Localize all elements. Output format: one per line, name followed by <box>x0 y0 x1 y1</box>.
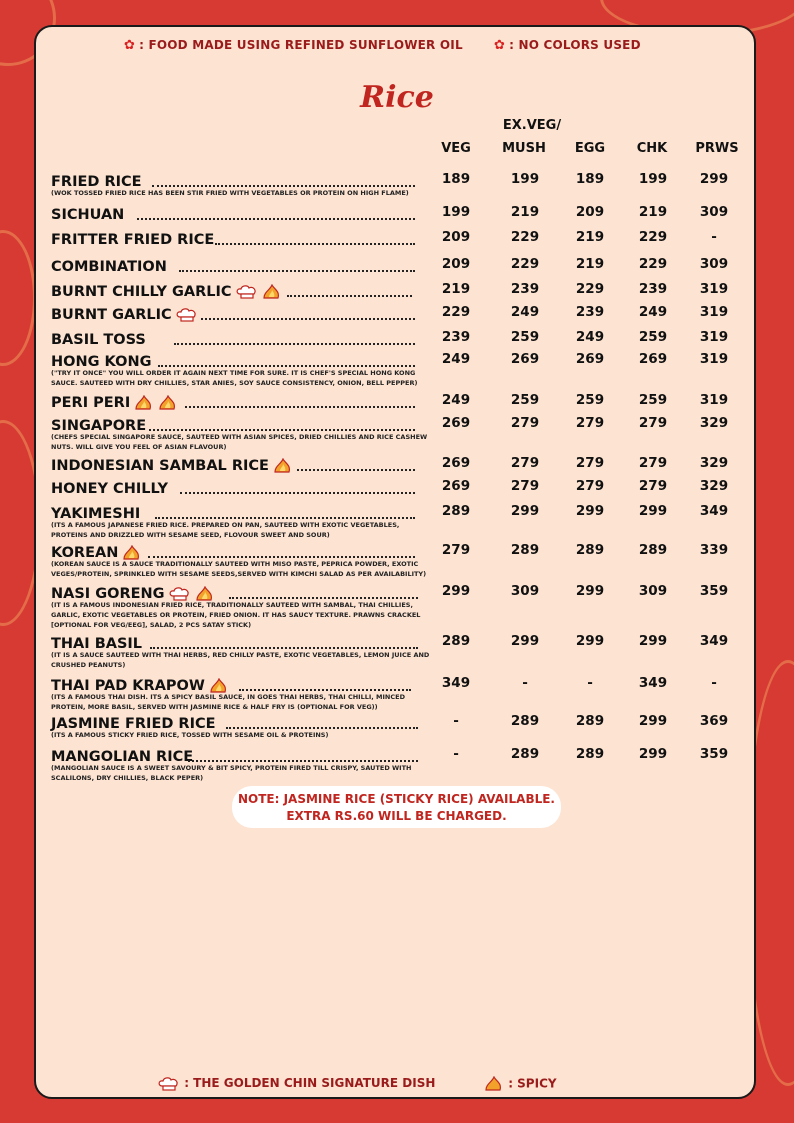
leader-dots <box>180 478 415 494</box>
leader-dots <box>174 329 415 345</box>
item-price: - <box>522 675 528 691</box>
item-name: SICHUAN <box>51 207 125 223</box>
item-name: FRITTER FRIED RICE <box>51 232 215 248</box>
item-price: 229 <box>441 304 471 320</box>
item-description: (ITS A FAMOUS STICKY FRIED RICE, TOSSED WITH SESAME OIL & PROTEINS) <box>51 731 329 739</box>
item-description: (ITS A FAMOUS THAI DISH. ITS A SPICY BASIL SAUCE, IN GOES THAI HERBS, THAI CHILLI, MINCED PROTEIN, MORE BASIL, SERVED WITH JASMINE RICE & HALF FRY IS (OPTIONAL FOR VEG)) <box>51 693 405 711</box>
item-name: THAI PAD KRAPOW <box>51 678 205 694</box>
item-price: 219 <box>575 256 605 272</box>
item-price: 269 <box>510 351 540 367</box>
item-price: 279 <box>638 478 668 494</box>
item-name: HONEY CHILLY <box>51 481 168 497</box>
item-price: 229 <box>638 229 668 245</box>
chef-hat-icon <box>158 1077 180 1091</box>
leader-dots <box>152 171 415 187</box>
menu-item <box>51 746 741 782</box>
flame-icon <box>158 395 178 411</box>
item-price: 329 <box>699 478 729 494</box>
item-price: 229 <box>638 256 668 272</box>
leader-dots <box>201 304 415 320</box>
item-price: 229 <box>510 256 540 272</box>
item-price: 279 <box>638 455 668 471</box>
item-price: - <box>711 229 717 245</box>
item-price: 229 <box>510 229 540 245</box>
item-price: 249 <box>510 304 540 320</box>
item-price: 319 <box>699 304 729 320</box>
item-name: BURNT CHILLY GARLIC <box>51 284 232 300</box>
item-price: 309 <box>510 583 540 599</box>
leader-dots <box>155 503 415 519</box>
item-price: 269 <box>441 415 471 431</box>
item-price: 289 <box>441 503 471 519</box>
item-price: 289 <box>638 542 668 558</box>
leader-dots <box>229 583 418 599</box>
item-price: - <box>453 746 459 762</box>
item-description: (MANGOLIAN SAUCE IS A SWEET SAVOURY & BIT SPICY, PROTEIN FIRED TILL CRISPY, SAUTED WITH SCALILONS, DRY CHILLIES, BLACK PEPER) <box>51 764 412 782</box>
item-description: ("TRY IT ONCE" YOU WILL ORDER IT AGAIN NEXT TIME FOR SURE. IT IS CHEF'S SPECIAL HONG KONG SAUCE. SAUTEED WITH DRY CHILLIES, STAR ANIES, SOY SAUCE CONSISTENCY, ONION, BELL PEPPER) <box>51 369 418 387</box>
item-price: 329 <box>699 415 729 431</box>
item-price: 259 <box>638 329 668 345</box>
menu-item <box>51 171 741 197</box>
item-price: 199 <box>441 204 471 220</box>
item-price: 219 <box>638 204 668 220</box>
leader-dots <box>297 455 415 471</box>
item-description: (IT IS A SAUCE SAUTEED WITH THAI HERBS, RED CHILLY PASTE, EXOTIC VEGETABLES, LEMON JUICE AND CRUSHED PEANUTS) <box>51 651 430 669</box>
item-icons <box>172 304 198 323</box>
item-price: 339 <box>699 542 729 558</box>
menu-item <box>51 329 741 348</box>
item-price: 219 <box>510 204 540 220</box>
item-name: INDONESIAN SAMBAL RICE <box>51 458 269 474</box>
item-price: 279 <box>510 455 540 471</box>
menu-item <box>51 351 741 387</box>
item-price: 289 <box>510 542 540 558</box>
column-header-veg: VEG <box>441 141 471 156</box>
leader-dots <box>149 415 415 431</box>
leader-dots <box>137 204 415 220</box>
menu-item <box>51 415 741 451</box>
menu-item <box>51 304 741 323</box>
item-price: 189 <box>575 171 605 187</box>
leader-dots <box>158 351 415 367</box>
column-header-egg: EGG <box>574 141 606 156</box>
item-price: 269 <box>638 351 668 367</box>
item-description: (IT IS A FAMOUS INDONESIAN FRIED RICE, TRADITIONALLY SAUTEED WITH SAMBAL, THAI CHILLIES, GARLIC, EXOTIC VEGETABLES OR PROTEIN, FRIED ONION. IT HAS SAUCY TEXTURE. PRAWNS CRACKEL [OPTIONAL FOR VEG/EEG], SALAD, 2 PCS SATAY STICK) <box>51 601 421 629</box>
item-price: 299 <box>699 171 729 187</box>
item-price: 219 <box>441 281 471 297</box>
flame-icon <box>484 1076 504 1092</box>
item-name: THAI BASIL <box>51 636 143 652</box>
leader-dots <box>188 746 418 762</box>
oil-legend: ✿ : FOOD MADE USING REFINED SUNFLOWER OIL <box>124 38 463 53</box>
menu-item <box>51 542 741 578</box>
leader-dots <box>185 392 415 408</box>
item-description: (ITS A FAMOUS JAPANESE FRIED RICE. PREPARED ON PAN, SAUTEED WITH EXOTIC VEGETABLES, PROTEINS AND DRIZZLED WITH SESAME SEED, FLOVOUR SWEET AND SOUR) <box>51 521 400 539</box>
leader-dots <box>179 256 415 272</box>
flame-icon <box>273 458 293 474</box>
item-price: 209 <box>441 229 471 245</box>
jasmine-note: NOTE: JASMINE RICE (STICKY RICE) AVAILABLE. EXTRA RS.60 WILL BE CHARGED. <box>232 786 561 828</box>
chef-hat-icon <box>176 308 198 322</box>
item-price: 259 <box>510 329 540 345</box>
item-price: 299 <box>575 503 605 519</box>
item-price: 209 <box>575 204 605 220</box>
leader-dots <box>226 713 418 729</box>
item-price: 349 <box>638 675 668 691</box>
leader-dots <box>239 675 411 691</box>
column-header-exveg: EX.VEG/ <box>502 118 562 133</box>
item-price: 289 <box>575 713 605 729</box>
dragon-swirl-decoration <box>0 230 36 366</box>
leader-dots <box>148 542 415 558</box>
colors-legend: ✿ : NO COLORS USED <box>494 38 641 53</box>
item-name: BASIL TOSS <box>51 332 146 348</box>
item-name: HONG KONG <box>51 354 152 370</box>
item-price: 299 <box>638 746 668 762</box>
item-price: 259 <box>638 392 668 408</box>
chef-hat-icon <box>169 587 191 601</box>
item-price: 269 <box>575 351 605 367</box>
item-price: 249 <box>441 351 471 367</box>
item-price: 229 <box>575 281 605 297</box>
item-price: 329 <box>699 455 729 471</box>
menu-item <box>51 281 741 300</box>
menu-item <box>51 256 741 275</box>
chili-icon: ✿ <box>124 38 136 53</box>
item-name: JASMINE FRIED RICE <box>51 716 216 732</box>
chef-hat-icon <box>236 285 258 299</box>
item-price: 289 <box>575 542 605 558</box>
item-price: 249 <box>441 392 471 408</box>
item-price: 279 <box>575 415 605 431</box>
item-description: (CHEFS SPECIAL SINGAPORE SAUCE, SAUTEED WITH ASIAN SPICES, DRIED CHILLIES AND RICE CASHEW NUTS. WILL GIVE YOU FEEL OF ASIAN FLAVOUR) <box>51 433 428 451</box>
item-price: 249 <box>638 304 668 320</box>
item-price: 319 <box>699 281 729 297</box>
item-price: 359 <box>699 746 729 762</box>
item-name: MANGOLIAN RICE <box>51 749 194 765</box>
item-name: PERI PERI <box>51 395 131 411</box>
item-price: 349 <box>699 633 729 649</box>
menu-item <box>51 713 741 739</box>
item-price: 279 <box>575 478 605 494</box>
chili-icon: ✿ <box>494 38 506 53</box>
item-description: (KOREAN SAUCE IS A SAUCE TRADITIONALLY SAUTEED WITH MISO PASTE, PEPRICA POWDER, EXOTIC VEGES/PROTEIN, SPRINKLED WITH SESAME SEEDS,SERVED WITH KIMCHI SALAD AS PER AVAILABILITY) <box>51 560 427 578</box>
item-price: 279 <box>510 415 540 431</box>
item-price: 349 <box>699 503 729 519</box>
item-price: 289 <box>510 746 540 762</box>
item-price: 219 <box>575 229 605 245</box>
item-price: - <box>453 713 459 729</box>
item-price: 319 <box>699 351 729 367</box>
item-price: 199 <box>638 171 668 187</box>
menu-item <box>51 675 741 711</box>
item-name: COMBINATION <box>51 259 167 275</box>
item-price: 299 <box>510 503 540 519</box>
item-price: 279 <box>638 415 668 431</box>
item-price: 319 <box>699 329 729 345</box>
item-description: (WOK TOSSED FRIED RICE HAS BEEN STIR FRIED WITH VEGETABLES OR PROTEIN ON HIGH FLAME) <box>51 189 409 197</box>
item-name: KOREAN <box>51 545 119 561</box>
item-price: 209 <box>441 256 471 272</box>
item-icons <box>269 455 293 474</box>
flame-icon <box>262 284 282 300</box>
item-price: 299 <box>441 583 471 599</box>
spicy-legend: : SPICY <box>484 1076 557 1092</box>
item-icons <box>232 281 282 300</box>
menu-item <box>51 204 741 223</box>
menu-item <box>51 633 741 669</box>
item-price: 239 <box>638 281 668 297</box>
item-price: - <box>711 675 717 691</box>
item-price: 299 <box>575 633 605 649</box>
item-price: 299 <box>638 633 668 649</box>
leader-dots <box>215 229 415 245</box>
signature-legend: : THE GOLDEN CHIN SIGNATURE DISH <box>158 1076 435 1091</box>
item-name: SINGAPORE <box>51 418 147 434</box>
menu-item <box>51 455 741 474</box>
item-price: 259 <box>510 392 540 408</box>
item-price: 359 <box>699 583 729 599</box>
item-price: 259 <box>575 392 605 408</box>
page-title: Rice <box>360 80 434 115</box>
item-price: 279 <box>575 455 605 471</box>
menu-item <box>51 583 741 629</box>
item-price: 289 <box>510 713 540 729</box>
item-price: 309 <box>638 583 668 599</box>
flame-icon <box>134 395 154 411</box>
menu-item <box>51 503 741 539</box>
item-price: 289 <box>575 746 605 762</box>
item-price: 239 <box>575 304 605 320</box>
column-header-mush: MUSH <box>502 141 546 156</box>
item-price: - <box>587 675 593 691</box>
item-price: 279 <box>510 478 540 494</box>
item-icons <box>130 392 178 411</box>
item-name: NASI GORENG <box>51 586 165 602</box>
menu-item <box>51 229 741 248</box>
item-price: 269 <box>441 455 471 471</box>
item-price: 299 <box>575 583 605 599</box>
item-price: 369 <box>699 713 729 729</box>
column-header-prws: PRWS <box>695 141 739 156</box>
item-name: FRIED RICE <box>51 174 142 190</box>
leader-dots <box>287 281 412 297</box>
item-price: 239 <box>510 281 540 297</box>
item-price: 299 <box>510 633 540 649</box>
item-price: 279 <box>441 542 471 558</box>
item-price: 299 <box>638 503 668 519</box>
item-name: YAKIMESHI <box>51 506 141 522</box>
item-price: 289 <box>441 633 471 649</box>
leader-dots <box>150 633 418 649</box>
item-price: 309 <box>699 204 729 220</box>
menu-item <box>51 392 741 411</box>
menu-item <box>51 478 741 497</box>
item-price: 199 <box>510 171 540 187</box>
column-header-chk: CHK <box>636 141 668 156</box>
item-price: 269 <box>441 478 471 494</box>
item-price: 309 <box>699 256 729 272</box>
item-price: 319 <box>699 392 729 408</box>
item-price: 299 <box>638 713 668 729</box>
item-price: 189 <box>441 171 471 187</box>
item-name: BURNT GARLIC <box>51 307 172 323</box>
item-price: 249 <box>575 329 605 345</box>
item-price: 349 <box>441 675 471 691</box>
item-price: 239 <box>441 329 471 345</box>
